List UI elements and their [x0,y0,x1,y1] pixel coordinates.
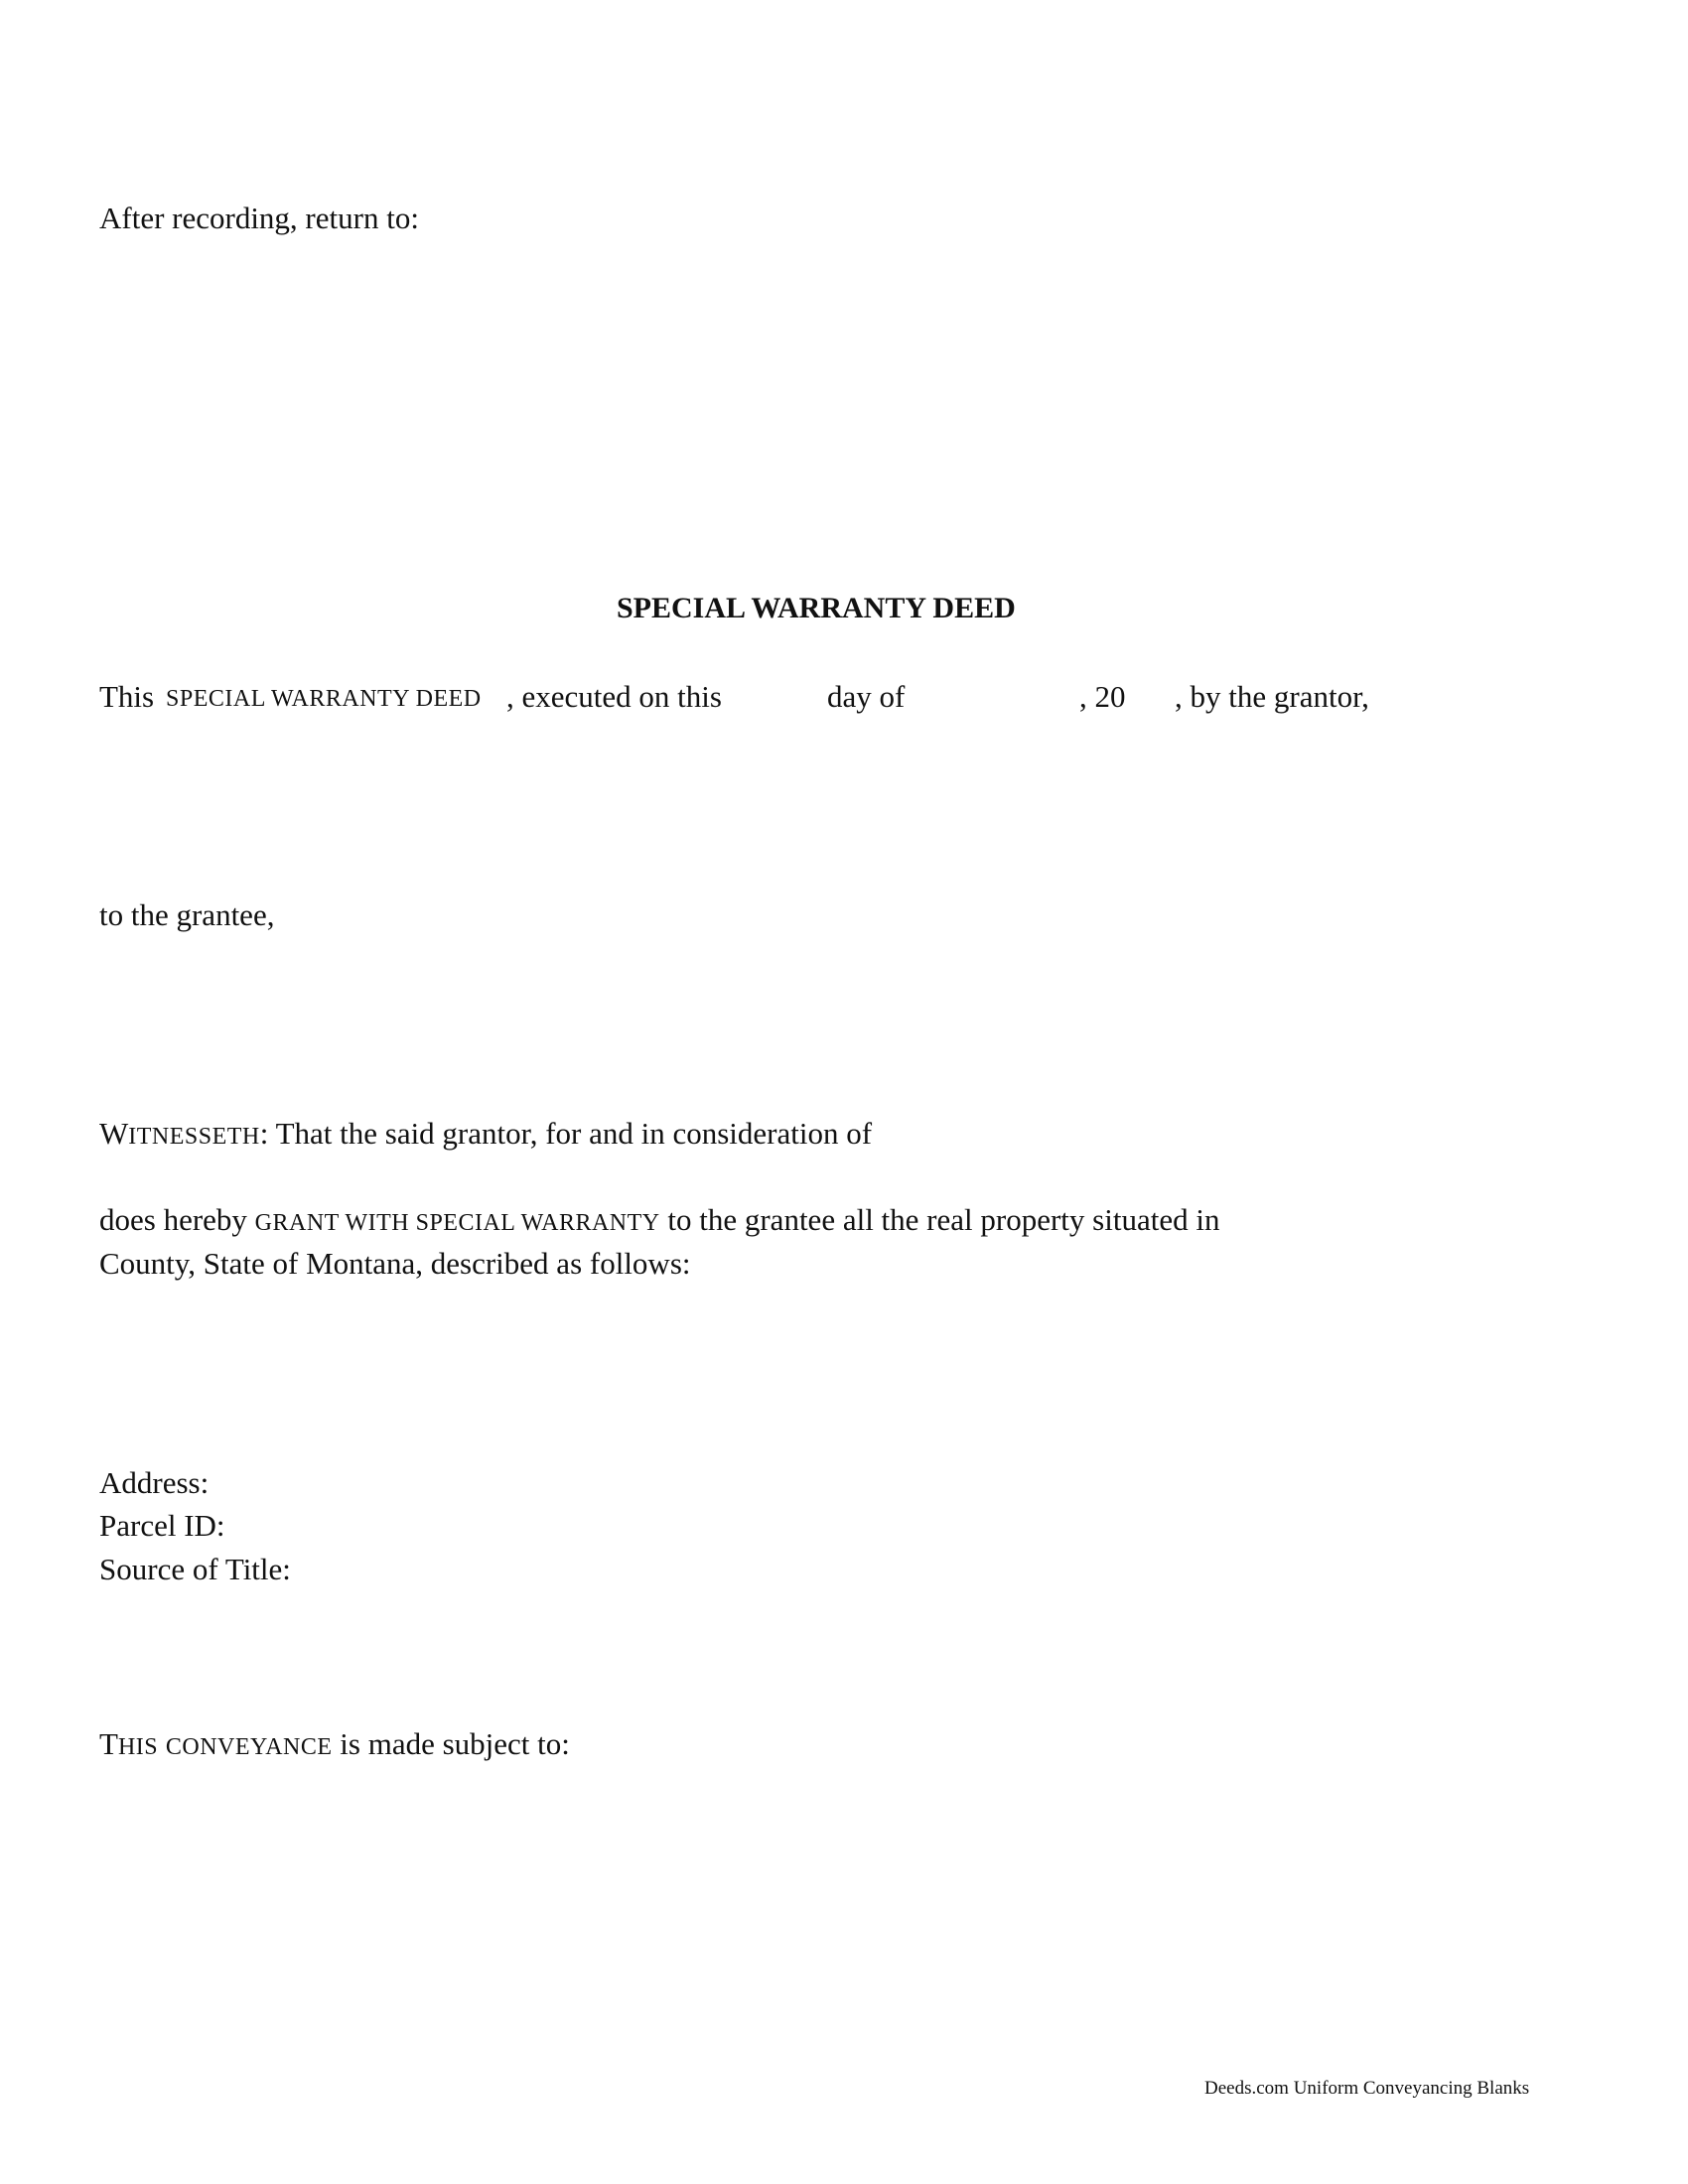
intro-this: This [99,679,155,714]
intro-day-of: day of [827,679,906,714]
grant-rest: to the grantee all the real property situated in [667,1202,1220,1237]
to-grantee: to the grantee, [99,897,275,932]
footer-text: Deeds.com Uniform Conveyancing Blanks [1204,2078,1530,2099]
conveyance-rest: is made subject to: [340,1726,570,1761]
property-address-label: Address: [99,1465,210,1500]
intro-year-prefix: , 20 [1079,679,1126,714]
witnesseth-small-caps: ITNESSETH [128,1124,260,1150]
grant-does-hereby: does hereby [99,1202,247,1237]
grant-line-1 [99,1204,1219,1235]
conveyance-his: HIS [117,1734,159,1760]
document-title: SPECIAL WARRANTY DEED [617,592,1016,624]
conveyance-clause [99,1728,570,1759]
intro-executed: , executed on this [506,679,722,714]
property-source-label: Source of Title: [99,1552,291,1586]
grant-line-2: County, State of Montana, described as follows: [99,1246,691,1281]
return-to-label: After recording, return to: [99,201,419,235]
witnesseth-w: W [99,1116,129,1151]
witnesseth-clause [99,1118,872,1149]
intro-deed-name: SPECIAL WARRANTY DEED [166,686,482,712]
witnesseth-rest: : That the said grantor, for and in consideration of [259,1116,873,1151]
conveyance-t: T [99,1726,118,1761]
intro-by-grantor: , by the grantor, [1175,679,1369,714]
conveyance-word: CONVEYANCE [165,1734,333,1760]
property-parcel-label: Parcel ID: [99,1508,225,1543]
grant-phrase: GRANT WITH SPECIAL WARRANTY [254,1210,660,1236]
